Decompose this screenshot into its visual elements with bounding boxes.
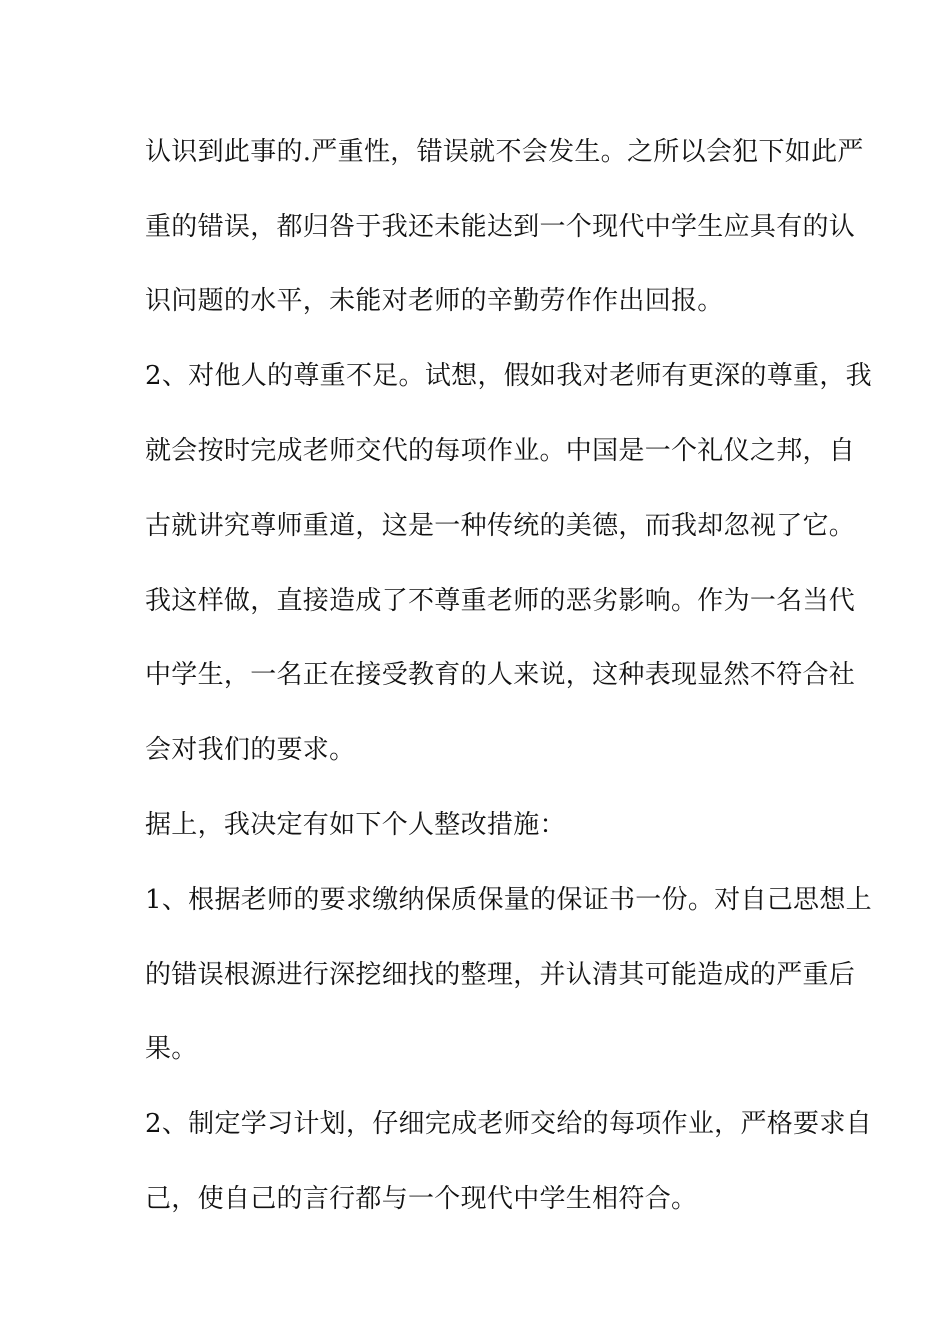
text-line: 据上，我决定有如下个人整改措施：: [145, 810, 566, 840]
text-line: 重的错误，都归咎于我还未能达到一个现代中学生应具有的认: [145, 212, 856, 242]
text-line: 古就讲究尊师重道，这是一种传统的美德，而我却忽视了它。: [145, 511, 856, 541]
text-line: 认识到此事的.严重性，错误就不会发生。之所以会犯下如此严: [145, 137, 864, 167]
text-line: 己，使自己的言行都与一个现代中学生相符合。: [145, 1184, 698, 1214]
text-line: 2、对他人的尊重不足。试想，假如我对老师有更深的尊重，我: [145, 361, 872, 391]
text-line: 中学生，一名正在接受教育的人来说，这种表现显然不符合社: [145, 660, 856, 690]
text-line: 2、制定学习计划，仔细完成老师交给的每项作业，严格要求自: [145, 1109, 872, 1139]
text-line: 1、根据老师的要求缴纳保质保量的保证书一份。对自己思想上: [145, 885, 872, 915]
text-line: 我这样做，直接造成了不尊重老师的恶劣影响。作为一名当代: [145, 586, 856, 616]
text-line: 果。: [145, 1034, 198, 1064]
text-line: 会对我们的要求。: [145, 735, 356, 765]
text-line: 识问题的水平，未能对老师的辛勤劳作作出回报。: [145, 286, 724, 316]
text-line: 就会按时完成老师交代的每项作业。中国是一个礼仪之邦，自: [145, 436, 856, 466]
text-line: 的错误根源进行深挖细找的整理，并认清其可能造成的严重后: [145, 960, 856, 990]
